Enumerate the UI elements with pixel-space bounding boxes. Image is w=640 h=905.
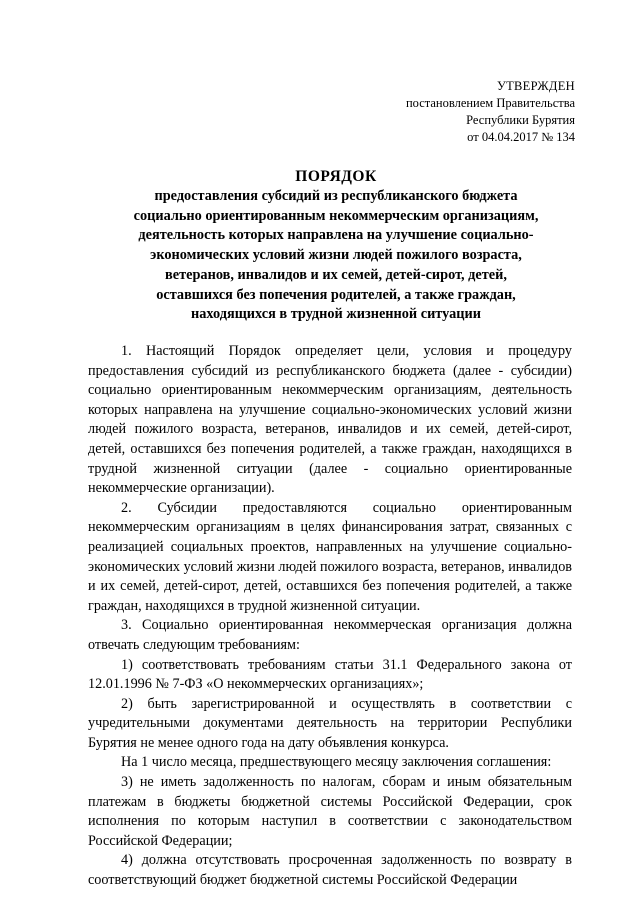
- title-line: предоставления субсидий из республиканского бюджета: [154, 188, 518, 204]
- document-body: [88, 342, 572, 891]
- month-condition: На 1 число месяца, предшествующего месяцу заключения соглашения:: [121, 754, 552, 771]
- requirement-1: 1) соответствовать требованиям статьи 31.1 Федерального закона от 12.01.1996 № 7-ФЗ «О некоммерческих организациях»;: [88, 656, 572, 693]
- approval-republic: Республики Бурятия: [466, 113, 575, 127]
- requirement-4: 4) должна отсутствовать просроченная задолженность по возврату в соответствующий бюджет бюджетной системы Российской Федерации: [88, 852, 572, 889]
- requirement-2: 2) быть зарегистрированной и осуществлять в соответствии с учредительными документами деятельность на территории Республики Бурятия не менее одного года на дату объявления конкурса.: [88, 695, 572, 751]
- approval-stamp: [315, 78, 575, 146]
- title-line: оставшихся без попечения родителей, а также граждан,: [156, 286, 516, 303]
- document-title: [88, 167, 584, 325]
- approval-date-number: от 04.04.2017 № 134: [467, 130, 575, 144]
- paragraph-1: 1. Настоящий Порядок определяет цели, условия и процедуру предоставления субсидий из республиканского бюджета (далее - субсидии) социально ориентированным некоммерческим организациям, деятельность которых направлена на улучшение социально-экономических условий жизни людей пожилого возраста, ветеранов, инвалидов и их семей, детей-сирот, детей, оставшихся без попечения родителей, а также граждан, находящихся в трудной жизненной ситуации (далее - социально ориентированные некоммерческие организации).: [88, 343, 572, 497]
- title-line: деятельность которых направлена на улучшение социально-: [138, 227, 534, 244]
- title-line: ветеранов, инвалидов и их семей, детей-сирот, детей,: [165, 266, 507, 283]
- paragraph-3: 3. Социально ориентированная некоммерческая организация должна отвечать следующим требованиям:: [88, 617, 572, 653]
- requirement-3: 3) не иметь задолженность по налогам, сборам и иным обязательным платежам в бюджеты бюджетной системы Российской Федерации, срок исполнения по которым наступил в соответствии с законодательством Российской Федерации;: [88, 774, 572, 849]
- paragraph-2: 2. Субсидии предоставляются социально ориентированным некоммерческим организациям в целях финансирования затрат, связанных с реализацией социальных проектов, направленных на улучшение социально-экономических условий жизни людей пожилого возраста, ветеранов, инвалидов и их семей, детей-сирот, детей, оставшихся без попечения родителей, а также граждан, находящихся в трудной жизненной ситуации.: [88, 499, 572, 614]
- approval-resolution: постановлением Правительства: [405, 96, 575, 110]
- title-line: социально ориентированным некоммерческим организациям,: [133, 207, 539, 224]
- approval-heading: УТВЕРЖДЕН: [496, 79, 575, 93]
- title-line: экономических условий жизни людей пожилого возраста,: [150, 247, 522, 264]
- title-main: ПОРЯДОК: [295, 168, 377, 185]
- title-line: находящихся в трудной жизненной ситуации: [191, 306, 481, 323]
